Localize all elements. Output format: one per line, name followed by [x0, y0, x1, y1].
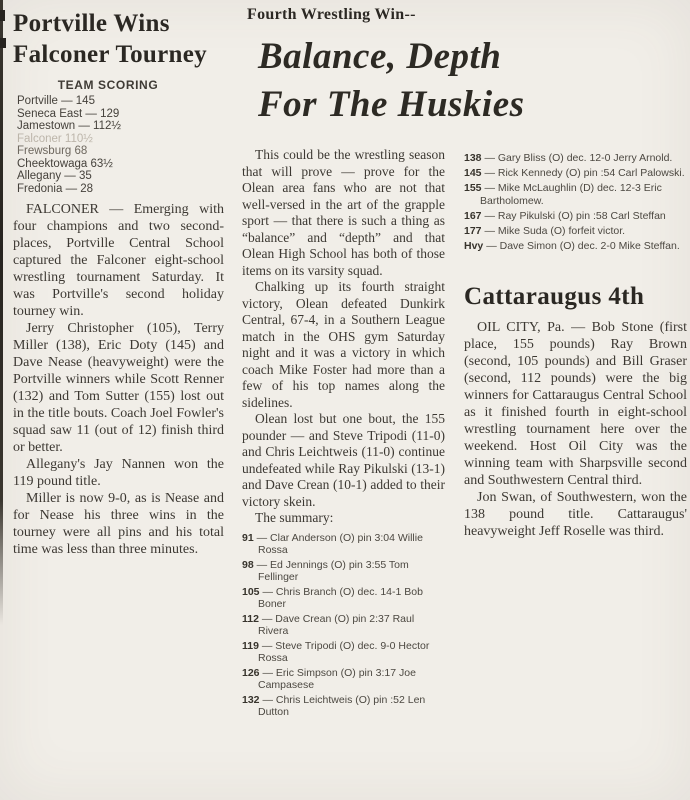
- match-summary-row: [464, 225, 687, 238]
- weight-class: 138: [464, 152, 482, 164]
- weight-class: 132: [242, 693, 260, 706]
- team-scoring-list: [13, 95, 224, 195]
- weight-class: 177: [464, 225, 482, 237]
- main-headline-line2: For The Huskies: [258, 84, 525, 125]
- weight-class: 155: [464, 182, 482, 194]
- main-headline-line1: Balance, Depth: [258, 36, 502, 77]
- match-summary-list-left: [242, 532, 445, 719]
- team-scoring-row: Falconer 110½: [17, 132, 93, 145]
- main-article-column: [242, 147, 445, 721]
- scan-artifact: [0, 38, 6, 48]
- paragraph: Miller is now 9-0, as is Nease and for Nease his three wins in the tourney were all pins and his total time was less than three minutes.: [13, 491, 224, 557]
- weight-class: 98: [242, 558, 254, 571]
- match-summary-row: [242, 694, 445, 719]
- weight-class: Hvy: [464, 240, 484, 252]
- right-column: [464, 152, 687, 540]
- match-result: — Dave Simon (O) dec. 2-0 Mike Steffan.: [486, 240, 680, 252]
- second-article-body: [464, 319, 687, 540]
- team-scoring-title: TEAM SCORING: [57, 78, 159, 92]
- match-summary-row: [464, 167, 687, 180]
- weight-class: 119: [242, 639, 259, 652]
- team-scoring-row: Frewsburg 68: [17, 145, 88, 157]
- match-result: — Ed Jennings (O) pin 3:55 Tom Fellinger: [256, 558, 409, 583]
- left-headline-line2: Falconer Tourney: [13, 41, 207, 68]
- team-scoring-row: Fredonia — 28: [17, 182, 94, 195]
- weight-class: 145: [464, 167, 482, 179]
- paragraph: Olean lost but one bout, the 155 pounder — and Steve Tripodi (11-0) and Chris Leichtweis (11-0) continue undefeated while Ray Pikulski (13-1) and Dave Crean (10-1) added to their victory skein.: [242, 411, 445, 509]
- match-result: — Steve Tripodi (O) dec. 9-0 Hector Rossa: [258, 639, 430, 664]
- match-result: — Chris Branch (O) dec. 14-1 Bob Boner: [258, 585, 423, 610]
- match-summary-row: [242, 532, 445, 557]
- left-headline-line1: Portville Wins: [13, 10, 170, 37]
- team-scoring-row: Cheektowaga 63½: [17, 157, 113, 170]
- match-summary-row: [464, 182, 687, 208]
- paragraph: This could be the wrestling season that will prove — prove for the Olean area fans who are not that well-versed in the art of the grapple sport — that there is such a thing as “balance” and “depth” and that Olean High School has both of those items on its varsity squad.: [242, 147, 445, 278]
- weight-class: 105: [242, 585, 260, 598]
- match-summary-row: [242, 667, 445, 692]
- scan-artifact: [0, 10, 5, 21]
- team-scoring-box: [13, 78, 224, 195]
- match-result: — Mike McLaughlin (D) dec. 12-3 Eric Bartholomew.: [480, 182, 662, 207]
- main-article-body: [242, 147, 445, 510]
- left-article-headline: [13, 8, 224, 70]
- paragraph: Chalking up its fourth straight victory, Olean defeated Dunkirk Central, 67-4, in a Southern League match in the OHS gym Saturday night and it was a victory in which coach Mike Foster had more than a few of his top names along the sidelines.: [242, 279, 445, 410]
- scan-artifact: [0, 0, 3, 625]
- match-summary-row: [242, 559, 445, 584]
- match-summary-row: [242, 640, 445, 665]
- match-summary-row: [242, 586, 445, 611]
- match-summary-row: [464, 152, 687, 165]
- match-result: — Mike Suda (O) forfeit victor.: [484, 225, 626, 237]
- paragraph: FALCONER — Emerging with four champions and two second-places, Portville Central School captured the Falconer eight-school wrestling tournament Saturday. It was Portville's second holiday tourney win.: [13, 202, 224, 319]
- weight-class: 126: [242, 666, 260, 679]
- match-result: — Gary Bliss (O) dec. 12-0 Jerry Arnold.: [484, 152, 673, 164]
- weight-class: 91: [242, 531, 254, 544]
- match-summary-row: [464, 240, 687, 253]
- main-article-kicker: Fourth Wrestling Win--: [247, 6, 416, 23]
- weight-class: 112: [242, 612, 259, 625]
- match-summary-row: [242, 613, 445, 638]
- paragraph: Allegany's Jay Nannen won the 119 pound title.: [13, 457, 224, 489]
- match-result: — Eric Simpson (O) pin 3:17 Joe Campasese: [258, 666, 416, 691]
- paragraph: Jerry Christopher (105), Terry Miller (138), Eric Doty (145) and Dave Nease (heavyweight) were the Portville winners while Scott Renner (132) and Tom Sutter (155) lost out in the title bouts. Coach Joel Fowler's squad saw 11 (out of 12) finish third or better.: [13, 321, 224, 455]
- main-article-headline: [258, 33, 628, 129]
- paragraph: Jon Swan, of Southwestern, won the 138 pound title. Cattaraugus' heavyweight Jeff Roselle was third.: [464, 490, 687, 539]
- paragraph: OIL CITY, Pa. — Bob Stone (first place, 155 pounds) Ray Brown (second, 105 pounds) and Bill Graser (second, 112 pounds) were the big winners for Cattaraugus Central School as it finished fourth in eight-school wrestling tournament here over the weekend. Host Oil City was the winning team with Sharpsville second and Southwestern Central third.: [464, 320, 687, 488]
- team-scoring-row: Allegany — 35: [17, 170, 92, 182]
- match-result: — Rick Kennedy (O) pin :54 Carl Palowski.: [484, 167, 685, 179]
- match-result: — Ray Pikulski (O) pin :58 Carl Steffan: [484, 210, 666, 222]
- team-scoring-row: Jamestown — 112½: [17, 120, 121, 132]
- summary-label: The summary:: [255, 510, 334, 525]
- second-article-headline: Cattaraugus 4th: [464, 283, 645, 310]
- left-article-body: [13, 201, 224, 558]
- team-scoring-row: Portville — 145: [17, 95, 95, 107]
- left-article: [13, 8, 224, 558]
- match-result: — Clar Anderson (O) pin 3:04 Willie Rossa: [256, 531, 423, 556]
- weight-class: 167: [464, 210, 482, 222]
- match-summary-list-right: [464, 152, 687, 253]
- match-result: — Dave Crean (O) pin 2:37 Raul Rivera: [258, 612, 415, 637]
- match-summary-row: [464, 210, 687, 223]
- match-result: — Chris Leichtweis (O) pin :52 Len Dutton: [258, 693, 426, 718]
- team-scoring-row: Seneca East — 129: [17, 107, 120, 120]
